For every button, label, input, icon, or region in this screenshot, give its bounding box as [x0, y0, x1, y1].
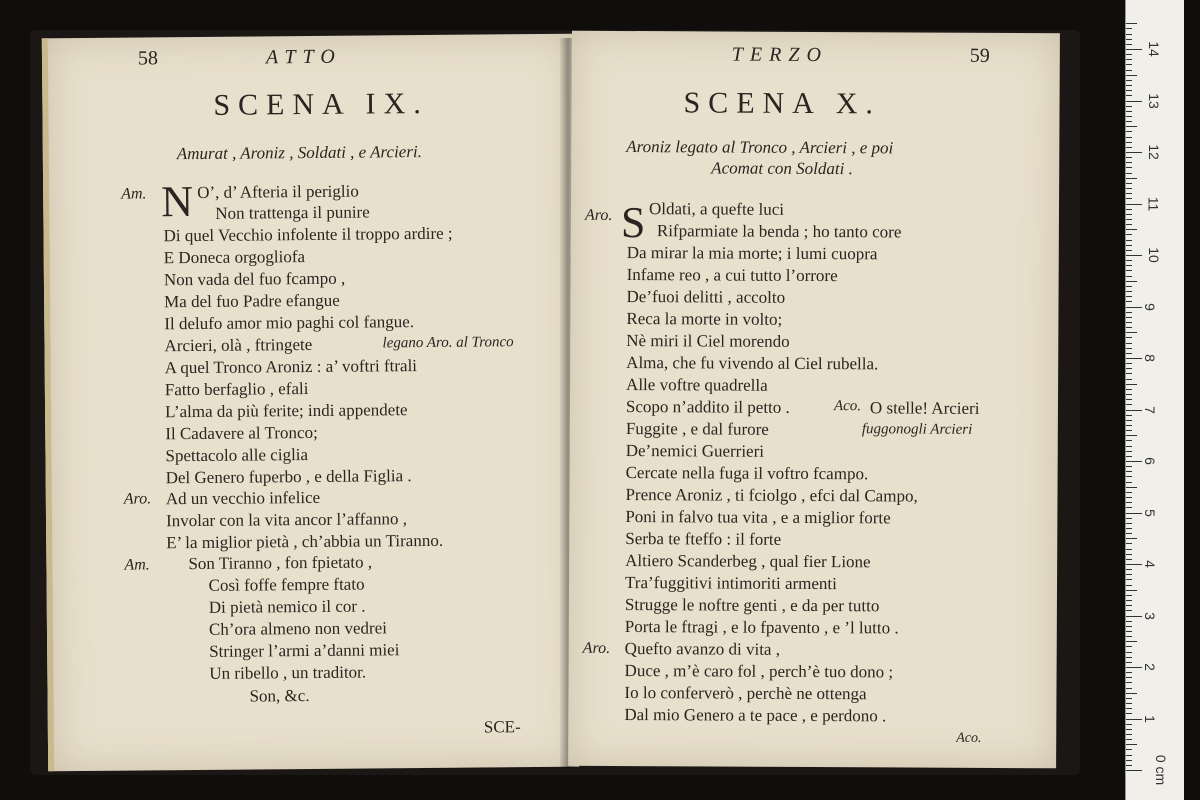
ruler-tick [1126, 286, 1132, 287]
ruler-tick [1126, 399, 1132, 400]
ruler-tick [1126, 518, 1132, 519]
ruler-tick [1126, 59, 1132, 60]
ruler-tick [1126, 255, 1142, 256]
ruler-tick [1126, 729, 1132, 730]
ruler-tick [1126, 224, 1132, 225]
ruler-tick [1126, 451, 1132, 452]
verse-line: Nè miri il Ciel morendo [626, 331, 790, 351]
ruler-tick [1126, 219, 1132, 220]
ruler-tick [1126, 368, 1132, 369]
ruler-tick [1126, 291, 1132, 292]
scene-title: SCENA X. [683, 86, 881, 121]
verse-line: Non vada del fuo fcampo , [163, 268, 346, 290]
ruler-tick [1126, 157, 1132, 158]
ruler-tick [1126, 106, 1132, 107]
ruler-tick [1126, 23, 1137, 24]
ruler-tick [1126, 389, 1132, 390]
ruler-tick [1126, 554, 1132, 555]
ruler-tick [1126, 430, 1132, 431]
ruler-tick [1126, 507, 1132, 508]
character-list: Aroniz legato al Tronco , Arcieri , e poi [626, 137, 894, 158]
verse-line: De’nemici Guerrieri [625, 441, 765, 461]
ruler-tick [1126, 693, 1137, 694]
ruler-tick [1126, 688, 1132, 689]
verse-line: Di quel Vecchio infolente il troppo ardire ; [163, 223, 453, 246]
ruler-tick [1126, 590, 1137, 591]
speaker-label: Am. [121, 185, 147, 203]
stage-direction: fuggonogli Arcieri [861, 421, 973, 438]
ruler-tick [1126, 559, 1132, 560]
ruler-tick [1126, 90, 1132, 91]
speaker-label: Am. [124, 556, 150, 574]
ruler-tick [1126, 265, 1132, 266]
ruler-tick [1126, 209, 1132, 210]
verse-line: De’fuoi delitti , accolto [626, 287, 786, 307]
ruler-tick [1126, 476, 1132, 477]
speaker-label: Aro. [582, 639, 611, 657]
ruler-tick [1126, 410, 1142, 411]
ruler-tick [1126, 435, 1137, 436]
ruler-tick [1126, 394, 1132, 395]
ruler-label: 11 [1145, 196, 1162, 211]
ruler-tick [1126, 332, 1137, 333]
ruler-tick [1126, 142, 1132, 143]
ruler-label: 2 [1141, 663, 1158, 671]
ruler-tick [1126, 528, 1132, 529]
verse-line: Ch’ora almeno non vedrei [208, 618, 388, 639]
ruler-tick [1126, 250, 1132, 251]
ruler-tick [1126, 270, 1132, 271]
ruler-tick [1126, 348, 1132, 349]
ruler-tick [1126, 101, 1142, 102]
ruler-tick [1126, 492, 1132, 493]
ruler-tick [1126, 188, 1132, 189]
ruler-tick [1126, 765, 1132, 766]
ruler-tick [1126, 497, 1132, 498]
ruler-tick [1126, 440, 1132, 441]
ruler-tick [1126, 569, 1132, 570]
verse-line: Fuggite , e dal furore [625, 419, 769, 439]
ruler-tick [1126, 646, 1132, 647]
ruler-tick [1126, 425, 1132, 426]
ruler-tick [1126, 373, 1132, 374]
ruler-tick [1126, 708, 1132, 709]
speaker-label: Aro. [123, 490, 152, 508]
ruler-tick [1126, 307, 1142, 308]
ruler-tick [1126, 739, 1132, 740]
ruler-tick [1126, 214, 1132, 215]
ruler-tick [1126, 111, 1132, 112]
ruler-label: 9 [1141, 302, 1158, 311]
verse-line: Infame reo , a cui tutto l’orrore [626, 265, 838, 286]
drop-cap: S [620, 197, 646, 248]
ruler-tick [1126, 296, 1132, 297]
ruler-tick [1126, 363, 1132, 364]
ruler-tick [1126, 585, 1132, 586]
ruler-tick [1126, 523, 1132, 524]
speaker-label: Aro. [584, 206, 613, 224]
ruler-tick [1126, 178, 1137, 179]
verse-line: Il delufo amor mio paghi col fangue. [164, 312, 415, 334]
ruler-tick [1126, 538, 1137, 539]
ruler-tick [1126, 456, 1132, 457]
catchword: Aco. [956, 730, 982, 746]
ruler-tick [1126, 193, 1132, 194]
ruler-tick [1126, 760, 1132, 761]
ruler-tick [1126, 327, 1132, 328]
running-head: TERZO [731, 43, 828, 67]
ruler-tick [1126, 636, 1132, 637]
ruler-tick [1126, 312, 1132, 313]
ruler-tick [1126, 616, 1142, 617]
ruler-tick [1126, 234, 1132, 235]
verse-line: Son, &c. [249, 686, 310, 706]
ruler-tick [1126, 147, 1132, 148]
running-head: ATTO [265, 45, 342, 69]
ruler-tick [1126, 513, 1142, 514]
right-page [568, 31, 1060, 769]
measuring-ruler [1125, 0, 1184, 800]
ruler-label: 10 [1145, 247, 1162, 263]
ruler-label: 5 [1141, 508, 1158, 517]
verse-line: Dal mio Genero a te pace , e perdono . [624, 705, 887, 726]
ruler-tick [1126, 662, 1132, 663]
ruler-label: 4 [1141, 560, 1158, 568]
ruler-tick [1126, 549, 1132, 550]
ruler-tick [1126, 281, 1137, 282]
character-list: Acomat con Soldati . [711, 158, 853, 179]
ruler-label: 8 [1141, 354, 1158, 362]
ruler-tick [1126, 579, 1132, 580]
verse-line: Alle voftre quadrella [626, 375, 768, 395]
verse-line: Scopo n’addito il petto . [625, 397, 790, 417]
ruler-tick [1126, 610, 1132, 611]
ruler-tick [1126, 652, 1132, 653]
ruler-tick [1126, 543, 1132, 544]
verse-line: Un ribello , un traditor. [209, 662, 367, 683]
ruler-tick [1126, 770, 1142, 771]
ruler-tick [1126, 322, 1132, 323]
ruler-tick [1126, 204, 1142, 205]
drop-cap: N [161, 177, 194, 227]
verse-line: Involar con la vita ancor l’affanno , [165, 509, 407, 531]
ruler-tick [1126, 657, 1132, 658]
ruler-tick [1126, 49, 1142, 50]
verse-line: Tra’fuggitivi intimoriti armenti [624, 573, 837, 594]
ruler-tick [1126, 564, 1142, 565]
verse-line: E’ la miglior pietà , ch’abbia un Tiranno. [166, 530, 444, 553]
verse-line: Stringer l’armi a’danni miei [209, 640, 400, 661]
ruler-tick [1126, 682, 1132, 683]
ruler-tick [1126, 152, 1142, 153]
ruler-tick [1126, 260, 1132, 261]
verse-line: Duce , m’è caro fol , perch’è tuo dono ; [624, 661, 894, 682]
ruler-tick [1126, 734, 1132, 735]
ruler-label: 1 [1141, 714, 1158, 723]
ruler-tick [1126, 198, 1132, 199]
ruler-tick [1126, 245, 1132, 246]
inline-speaker-label: Aco. [833, 398, 862, 415]
ruler-label: 12 [1145, 144, 1162, 160]
ruler-tick [1126, 276, 1132, 277]
ruler-label: 14 [1145, 41, 1162, 57]
verse-line: Non trattenga il punire [215, 202, 370, 223]
verse-line: Reca la morte in volto; [626, 309, 783, 329]
ruler-tick [1126, 466, 1132, 467]
ruler-tick [1126, 162, 1132, 163]
ruler-tick [1126, 116, 1132, 117]
ruler-tick [1126, 461, 1142, 462]
ruler-tick [1126, 64, 1132, 65]
stage-direction: legano Aro. al Tronco [382, 334, 514, 352]
ruler-tick [1126, 343, 1132, 344]
verse-line: Altiero Scanderbeg , qual fier Lione [625, 551, 871, 572]
ruler-tick [1126, 626, 1132, 627]
ruler-tick [1126, 631, 1132, 632]
ruler-tick [1126, 415, 1132, 416]
ruler-tick [1126, 317, 1132, 318]
ruler-tick [1126, 755, 1132, 756]
ruler-tick [1126, 667, 1142, 668]
ruler-tick [1126, 28, 1132, 29]
verse-line: Prence Aroniz , ti fciolgo , efci dal Campo, [625, 485, 918, 506]
verse-line: A quel Tronco Aroniz : a’ voftri ftrali [164, 356, 418, 378]
left-page [42, 34, 579, 772]
verse-line: Da mirar la mia morte; i lumi cuopra [626, 243, 878, 264]
ruler-tick [1126, 44, 1132, 45]
ruler-label: 6 [1141, 457, 1158, 465]
verse-line: Il Cadavere al Tronco; [165, 422, 318, 444]
verse-line: O stelle! Arcieri [869, 398, 980, 418]
verse-line: Serba te fteffo : il forte [625, 529, 782, 549]
page-number: 58 [137, 47, 159, 70]
ruler-tick [1126, 672, 1132, 673]
ruler-tick [1126, 600, 1132, 601]
ruler-tick [1126, 353, 1132, 354]
verse-line: Così foffe fempre ftato [208, 574, 365, 595]
ruler-tick [1126, 54, 1132, 55]
ruler-tick [1126, 131, 1132, 132]
ruler-tick [1126, 384, 1137, 385]
ruler-tick [1126, 471, 1132, 472]
ruler-tick [1126, 605, 1132, 606]
verse-line: Del Genero fuperbo , e della Figlia . [165, 466, 412, 488]
ruler-label: 7 [1141, 405, 1158, 414]
verse-line: Rifparmiate la benda ; ho tanto core [656, 221, 902, 242]
ruler-tick [1126, 167, 1132, 168]
verse-line: Oldati, a quefte luci [648, 199, 785, 219]
ruler-tick [1126, 482, 1132, 483]
ruler-label: 3 [1141, 611, 1158, 620]
ruler-tick [1126, 595, 1132, 596]
ruler-tick [1126, 574, 1132, 575]
ruler-tick [1126, 404, 1132, 405]
character-list: Amurat , Aroniz , Soldati , e Arcieri. [176, 142, 422, 164]
ruler-tick [1126, 75, 1137, 76]
verse-line: E Doneca orgogliofa [163, 247, 306, 268]
ruler-tick [1126, 95, 1132, 96]
ruler-tick [1126, 301, 1132, 302]
ruler-tick [1126, 533, 1132, 534]
ruler-tick [1126, 641, 1137, 642]
verse-line: Arcieri, olà , ftringete [164, 334, 313, 356]
ruler-tick [1126, 183, 1132, 184]
verse-line: Spettacolo alle ciglia [165, 445, 309, 466]
verse-line: Porta le ftragi , e lo fpavento , e ’l lutto . [624, 617, 899, 638]
verse-line: Strugge le noftre genti , e da per tutto [624, 595, 880, 616]
verse-line: Ad un vecchio infelice [165, 487, 321, 509]
ruler-tick [1126, 121, 1132, 122]
ruler-tick [1126, 621, 1132, 622]
scene-title: SCENA IX. [213, 86, 429, 122]
ruler-tick [1126, 749, 1132, 750]
ruler-tick [1126, 487, 1137, 488]
verse-line: Cercate nella fuga il voftro fcampo. [625, 463, 869, 484]
verse-line: Alma, che fu vivendo al Ciel rubella. [626, 353, 879, 374]
catchword: SCE- [483, 717, 521, 737]
ruler-tick [1126, 80, 1132, 81]
ruler-tick [1126, 34, 1132, 35]
ruler-tick [1126, 698, 1132, 699]
ruler-tick [1126, 137, 1132, 138]
ruler-tick [1126, 677, 1132, 678]
verse-line: L’alma da più ferite; indi appendete [164, 400, 408, 422]
verse-line: Son Tiranno , fon fpietato , [188, 552, 373, 574]
verse-line: Io lo conferverò , perchè ne ottenga [624, 683, 867, 704]
ruler-tick [1126, 719, 1142, 720]
ruler-tick [1126, 703, 1132, 704]
ruler-tick [1126, 502, 1132, 503]
ruler-tick [1126, 446, 1132, 447]
ruler-tick [1126, 240, 1132, 241]
ruler-tick [1126, 229, 1137, 230]
ruler-tick [1126, 39, 1132, 40]
ruler-tick [1126, 70, 1132, 71]
verse-line: Poni in falvo tua vita , e a miglior forte [625, 507, 891, 528]
ruler-tick [1126, 85, 1132, 86]
ruler-tick [1126, 724, 1132, 725]
ruler-tick [1126, 744, 1137, 745]
verse-line: O’, d’ Afteria il periglio [197, 181, 359, 202]
verse-line: Di pietà nemico il cor . [208, 596, 366, 617]
ruler-tick [1126, 358, 1142, 359]
ruler-tick [1126, 173, 1132, 174]
ruler-label: 0 cm [1153, 754, 1170, 786]
ruler-label: 13 [1145, 92, 1162, 109]
ruler-tick [1126, 126, 1137, 127]
verse-line: Quefto avanzo di vita , [624, 639, 781, 659]
page-number: 59 [969, 44, 990, 67]
verse-line: Fatto berfaglio , efali [164, 379, 309, 400]
verse-line: Ma del fuo Padre efangue [164, 290, 340, 312]
ruler-tick [1126, 713, 1132, 714]
ruler-tick [1126, 337, 1132, 338]
ruler-tick [1126, 420, 1132, 421]
ruler-tick [1126, 379, 1132, 380]
